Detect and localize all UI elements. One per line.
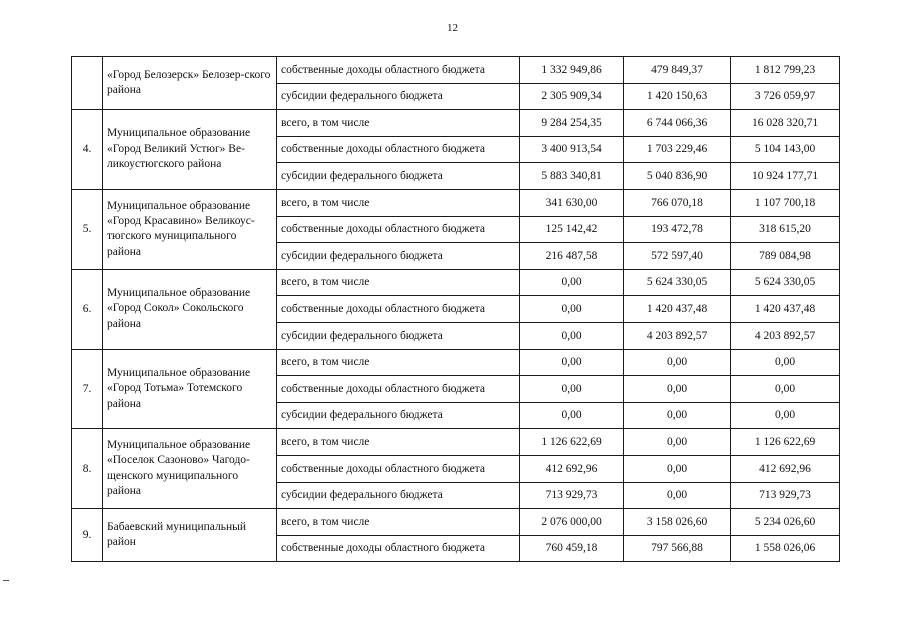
row-number <box>72 57 103 110</box>
value-col-1: 0,00 <box>520 269 624 296</box>
value-col-1: 0,00 <box>520 296 624 323</box>
value-col-3: 10 924 177,71 <box>731 163 840 190</box>
value-col-3: 0,00 <box>731 376 840 403</box>
table-row <box>72 269 840 296</box>
value-col-3: 713 929,73 <box>731 482 840 509</box>
funding-type: субсидии федерального бюджета <box>277 402 520 429</box>
value-col-2: 0,00 <box>624 376 731 403</box>
value-col-3: 0,00 <box>731 349 840 376</box>
funding-type: всего, в том числе <box>277 110 520 137</box>
funding-type: субсидии федерального бюджета <box>277 163 520 190</box>
value-col-2: 572 597,40 <box>624 243 731 270</box>
funding-type: собственные доходы областного бюджета <box>277 296 520 323</box>
table-row <box>72 349 840 376</box>
value-col-1: 341 630,00 <box>520 189 624 216</box>
row-number: 4. <box>72 110 103 190</box>
value-col-1: 760 459,18 <box>520 535 624 562</box>
value-col-1: 713 929,73 <box>520 482 624 509</box>
value-col-3: 5 104 143,00 <box>731 136 840 163</box>
value-col-1: 412 692,96 <box>520 455 624 482</box>
value-col-2: 0,00 <box>624 455 731 482</box>
budget-table-body <box>72 57 840 562</box>
row-number: 9. <box>72 509 103 562</box>
value-col-2: 193 472,78 <box>624 216 731 243</box>
table-row <box>72 57 840 84</box>
value-col-2: 1 703 229,46 <box>624 136 731 163</box>
funding-type: субсидии федерального бюджета <box>277 482 520 509</box>
value-col-3: 0,00 <box>731 402 840 429</box>
table-row <box>72 429 840 456</box>
table-row <box>72 509 840 536</box>
funding-type: собственные доходы областного бюджета <box>277 57 520 84</box>
municipality-name: «Город Белозерск» Белозер-ского района <box>103 57 277 110</box>
funding-type: всего, в том числе <box>277 189 520 216</box>
value-col-2: 1 420 437,48 <box>624 296 731 323</box>
value-col-2: 766 070,18 <box>624 189 731 216</box>
value-col-2: 3 158 026,60 <box>624 509 731 536</box>
funding-type: собственные доходы областного бюджета <box>277 455 520 482</box>
value-col-3: 4 203 892,57 <box>731 322 840 349</box>
funding-type: собственные доходы областного бюджета <box>277 535 520 562</box>
value-col-1: 1 126 622,69 <box>520 429 624 456</box>
table-row <box>72 110 840 137</box>
value-col-2: 4 203 892,57 <box>624 322 731 349</box>
value-col-3: 1 558 026,06 <box>731 535 840 562</box>
row-number: 7. <box>72 349 103 429</box>
value-col-3: 1 107 700,18 <box>731 189 840 216</box>
budget-table <box>71 56 840 562</box>
value-col-3: 1 812 799,23 <box>731 57 840 84</box>
value-col-2: 6 744 066,36 <box>624 110 731 137</box>
funding-type: субсидии федерального бюджета <box>277 83 520 110</box>
row-number: 8. <box>72 429 103 509</box>
value-col-1: 0,00 <box>520 322 624 349</box>
municipality-name: Муниципальное образование «Город Тотьма» Тотемского района <box>103 349 277 429</box>
municipality-name: Муниципальное образование «Город Сокол» Сокольского района <box>103 269 277 349</box>
municipality-name: Муниципальное образование «Город Великий Устюг» Ве-ликоустюгского района <box>103 110 277 190</box>
municipality-name: Бабаевский муниципальный район <box>103 509 277 562</box>
value-col-3: 1 126 622,69 <box>731 429 840 456</box>
value-col-3: 3 726 059,97 <box>731 83 840 110</box>
row-number: 5. <box>72 189 103 269</box>
page-number: 12 <box>447 22 458 34</box>
value-col-1: 3 400 913,54 <box>520 136 624 163</box>
value-col-1: 125 142,42 <box>520 216 624 243</box>
value-col-2: 0,00 <box>624 482 731 509</box>
value-col-3: 318 615,20 <box>731 216 840 243</box>
value-col-2: 1 420 150,63 <box>624 83 731 110</box>
value-col-1: 2 305 909,34 <box>520 83 624 110</box>
funding-type: всего, в том числе <box>277 349 520 376</box>
funding-type: всего, в том числе <box>277 509 520 536</box>
funding-type: собственные доходы областного бюджета <box>277 216 520 243</box>
value-col-3: 412 692,96 <box>731 455 840 482</box>
funding-type: собственные доходы областного бюджета <box>277 376 520 403</box>
funding-type: собственные доходы областного бюджета <box>277 136 520 163</box>
municipality-name: Муниципальное образование «Город Красавино» Великоус-тюгского муниципального района <box>103 189 277 269</box>
value-col-1: 1 332 949,86 <box>520 57 624 84</box>
value-col-1: 0,00 <box>520 349 624 376</box>
funding-type: субсидии федерального бюджета <box>277 322 520 349</box>
value-col-1: 5 883 340,81 <box>520 163 624 190</box>
margin-mark <box>3 580 9 581</box>
funding-type: всего, в том числе <box>277 269 520 296</box>
value-col-2: 479 849,37 <box>624 57 731 84</box>
value-col-3: 1 420 437,48 <box>731 296 840 323</box>
value-col-2: 0,00 <box>624 349 731 376</box>
municipality-name: Муниципальное образование «Поселок Сазоново» Чагодо-щенского муниципального района <box>103 429 277 509</box>
value-col-3: 5 234 026,60 <box>731 509 840 536</box>
funding-type: всего, в том числе <box>277 429 520 456</box>
funding-type: субсидии федерального бюджета <box>277 243 520 270</box>
value-col-2: 0,00 <box>624 402 731 429</box>
value-col-2: 5 040 836,90 <box>624 163 731 190</box>
value-col-1: 0,00 <box>520 376 624 403</box>
value-col-2: 797 566,88 <box>624 535 731 562</box>
value-col-1: 9 284 254,35 <box>520 110 624 137</box>
value-col-3: 16 028 320,71 <box>731 110 840 137</box>
row-number: 6. <box>72 269 103 349</box>
value-col-1: 216 487,58 <box>520 243 624 270</box>
value-col-1: 0,00 <box>520 402 624 429</box>
table-row <box>72 189 840 216</box>
value-col-2: 5 624 330,05 <box>624 269 731 296</box>
value-col-1: 2 076 000,00 <box>520 509 624 536</box>
value-col-3: 789 084,98 <box>731 243 840 270</box>
value-col-2: 0,00 <box>624 429 731 456</box>
value-col-3: 5 624 330,05 <box>731 269 840 296</box>
